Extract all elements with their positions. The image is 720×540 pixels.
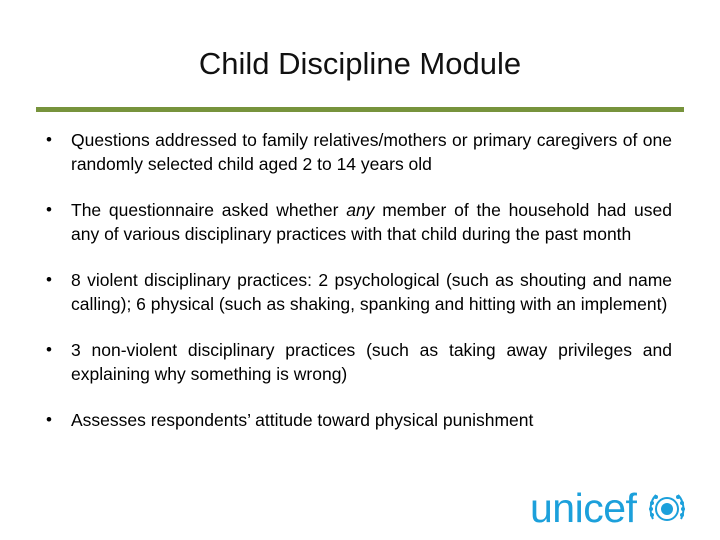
bullet-dot-icon: • <box>46 130 52 149</box>
bullet-emphasis: any <box>346 200 375 220</box>
bullet-dot-icon: • <box>46 270 52 289</box>
bullet-text: 8 violent disciplinary practices: 2 psychological (such as shouting and name calling); 6 physical (such as shaking, spanking and hitting with an implement) <box>71 270 672 314</box>
unicef-logo <box>530 484 690 534</box>
bullet-item <box>46 408 672 432</box>
bullet-text: Questions addressed to family relatives/mothers or primary caregivers of one randomly selected child aged 2 to 14 years old <box>71 130 672 174</box>
bullet-text-after: member of the household had used any of various disciplinary practices with that child during the past month <box>71 200 672 244</box>
logo-wordmark: unicef <box>530 485 637 531</box>
bullet-item <box>46 128 672 176</box>
slide-title: Child Discipline Module <box>198 46 522 81</box>
bullet-item <box>46 198 672 246</box>
unicef-emblem-icon <box>647 489 687 529</box>
bullet-item <box>46 268 672 316</box>
bullet-list <box>46 128 672 454</box>
bullet-item <box>46 338 672 386</box>
bullet-dot-icon: • <box>46 200 52 219</box>
title-divider <box>36 107 684 112</box>
bullet-dot-icon: • <box>46 340 52 359</box>
bullet-text-before: The questionnaire asked whether <box>71 200 347 220</box>
bullet-text: Assesses respondents’ attitude toward physical punishment <box>71 410 534 430</box>
bullet-text: 3 non-violent disciplinary practices (such as taking away privileges and explaining why something is wrong) <box>71 340 672 384</box>
bullet-dot-icon: • <box>46 410 52 429</box>
